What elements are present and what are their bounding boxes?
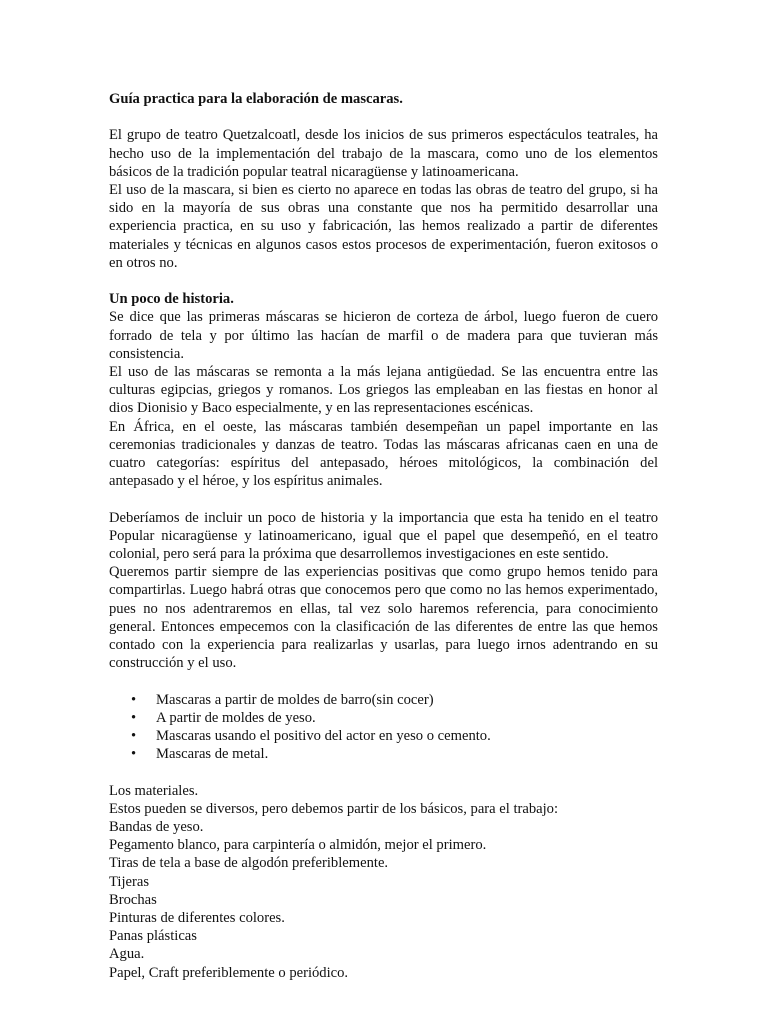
- mask-types-list: [109, 691, 658, 764]
- deberiamos-paragraph-2: Queremos partir siempre de las experiencias positivas que como grupo hemos tenido para compartirlas. Luego habrá otras que conocemos pero que como no las hemos experimentado, pues no nos adentraremos en ellas, tal vez solo haremos referencia, para conocimiento general. Entonces empecemos con la clasificación de las diferentes de entre las que hemos contado con la experiencia para realizarlas y usarlas, para luego irnos adentrando en su construcción y el uso.: [109, 564, 658, 672]
- intro-paragraph-1: El grupo de teatro Quetzalcoatl, desde los inicios de sus primeros espectáculos teatrales, ha hecho uso de la implementación del trabajo de la mascara, como uno de los elementos básicos de la tradición popular teatral nicaragüense y latinoamericana.: [109, 127, 658, 180]
- material-item: Tijeras: [109, 873, 150, 890]
- intro-paragraph-2: El uso de la mascara, si bien es cierto no aparece en todas las obras de teatro del grupo, si ha sido en la mayoría de sus obras una constante que nos ha permitido desarrollar una experiencia practica, en su uso y fabricación, las hemos realizado a partir de diferentes materiales y técnicas en algunos casos estos procesos de experimentación, fueron exitosos o en otros no.: [109, 182, 658, 271]
- list-item: • Mascaras de metal.: [131, 746, 269, 763]
- document-title: Guía practica para la elaboración de mascaras.: [109, 91, 403, 107]
- material-item: Pegamento blanco, para carpintería o almidón, mejor el primero.: [109, 837, 487, 854]
- list-item: • A partir de moldes de yeso.: [131, 709, 316, 726]
- spacer: [109, 672, 658, 690]
- material-item: Papel, Craft preferiblemente o periódico.: [109, 964, 349, 981]
- historia-paragraph-1: Se dice que las primeras máscaras se hicieron de corteza de árbol, luego fueron de cuero forrado de tela y por último las hacían de marfil o de madera para que tuvieran más consistencia.: [109, 309, 658, 362]
- spacer: [109, 108, 658, 126]
- material-item: Panas plásticas: [109, 928, 197, 945]
- spacer: [109, 272, 658, 290]
- materiales-intro: Estos pueden se diversos, pero debemos partir de los básicos, para el trabajo:: [109, 800, 559, 817]
- bullet-icon: •: [131, 709, 137, 726]
- historia-heading: Un poco de historia.: [109, 291, 234, 308]
- historia-paragraph-3: En África, en el oeste, las máscaras también desempeñan un papel importante en las ceremonias tradicionales y danzas de teatro. Todas las máscaras africanas caen en una de cuatro categorías: espíritus del antepasado, héroes mitológicos, la combinación del antepasado y el héroe, y los espíritus animales.: [109, 418, 658, 490]
- materiales-heading: Los materiales.: [109, 782, 199, 799]
- material-item: Bandas de yeso.: [109, 819, 204, 836]
- material-item: Tiras de tela a base de algodón preferiblemente.: [109, 855, 389, 872]
- spacer: [109, 763, 658, 781]
- list-item: • Mascaras usando el positivo del actor en yeso o cemento.: [131, 728, 491, 745]
- bullet-icon: •: [131, 691, 137, 708]
- document-page: [109, 90, 658, 982]
- material-item: Pinturas de diferentes colores.: [109, 910, 285, 927]
- material-item: Brochas: [109, 891, 157, 908]
- historia-paragraph-2: El uso de las máscaras se remonta a la más lejana antigüedad. Se las encuentra entre las culturas egipcias, griegos y romanos. Los griegos las empleaban en las fiestas en honor al dios Dionisio y Baco especialmente, y en las representaciones escénicas.: [109, 364, 658, 417]
- bullet-icon: •: [131, 746, 137, 763]
- list-item: • Mascaras a partir de moldes de barro(sin cocer): [131, 691, 434, 708]
- bullet-icon: •: [131, 728, 137, 745]
- material-item: Agua.: [109, 946, 145, 963]
- spacer: [109, 490, 658, 508]
- deberiamos-paragraph-1: Deberíamos de incluir un poco de historia y la importancia que esta ha tenido en el teatro Popular nicaragüense y latinoamericano, igual que el papel que desempeñó, en el teatro colonial, pero será para la próxima que desarrollemos investigaciones en este sentido.: [109, 509, 658, 563]
